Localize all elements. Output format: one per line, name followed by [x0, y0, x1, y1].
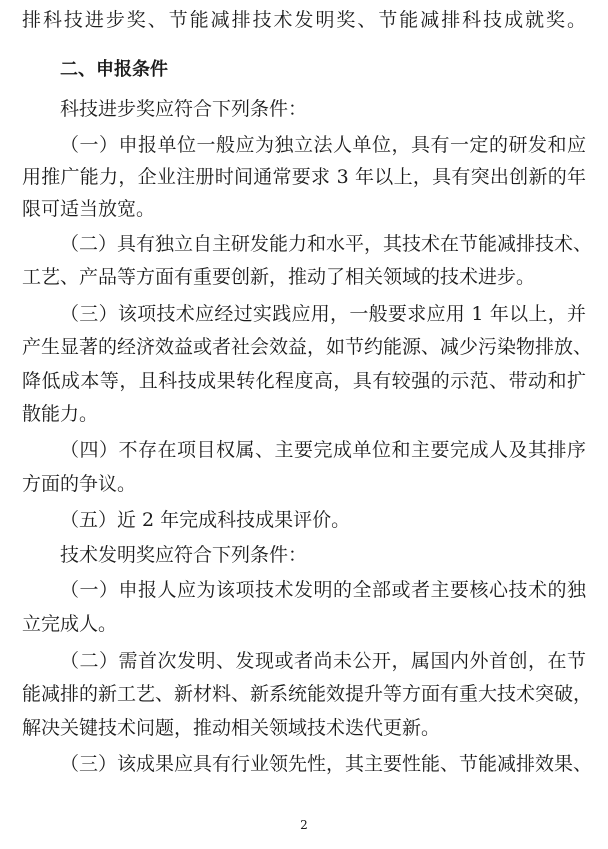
text-line: 立完成人。: [22, 613, 118, 635]
page-number: 2: [300, 818, 308, 832]
text-line: 技术发明奖应符合下列条件：: [60, 544, 308, 566]
text-line: （一）申报单位一般应为独立法人单位，具有一定的研发和应: [60, 134, 586, 156]
text-line: 方面的争议。: [22, 473, 137, 495]
text-line: （四）不存在项目权属、主要完成单位和主要完成人及其排序: [60, 439, 586, 461]
text-line: （二）需首次发明、发现或者尚未公开，属国内外首创，在节: [60, 650, 586, 672]
text-line: 能减排的新工艺、新材料、新系统能效提升等方面有重大技术突破，: [22, 683, 593, 705]
text-line: 产生显著的经济效益或者社会效益，如节约能源、减少污染物排放、: [22, 336, 593, 358]
text-line: 工艺、产品等方面有重要创新，推动了相关领域的技术进步。: [22, 266, 536, 288]
text-line: （一）申报人应为该项技术发明的全部或者主要核心技术的独: [60, 579, 586, 601]
text-line: 限可适当放宽。: [22, 198, 156, 220]
text-line: 科技进步奖应符合下列条件：: [60, 98, 308, 120]
text-line: 用推广能力，企业注册时间通常要求 3 年以上，具有突出创新的年: [22, 166, 586, 188]
text-line: 排科技进步奖、节能减排技术发明奖、节能减排科技成就奖。: [22, 9, 586, 31]
text-line: （二）具有独立自主研发能力和水平，其技术在节能减排技术、: [60, 233, 593, 255]
text-line: 降低成本等，且科技成果转化程度高，具有较强的示范、带动和扩: [22, 370, 586, 392]
section-heading: 二、申报条件: [60, 59, 168, 80]
text-line: （三）该成果应具有行业领先性，其主要性能、节能减排效果、: [60, 753, 593, 775]
text-line: 散能力。: [22, 403, 99, 425]
text-line: （五）近 2 年完成科技成果评价。: [60, 509, 351, 531]
text-line: （三）该项技术应经过实践应用，一般要求应用 1 年以上，并: [60, 303, 586, 325]
text-line: 解决关键技术问题，推动相关领域技术迭代更新。: [22, 717, 441, 739]
